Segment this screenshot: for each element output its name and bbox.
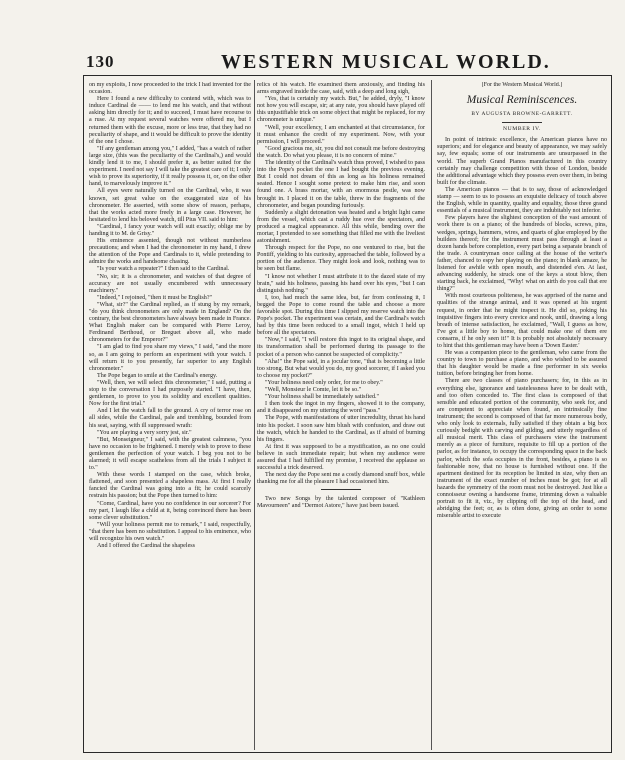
article-paragraph: "Cardinal, I fancy your watch will suit exactly; oblige me by handing it to M. de Grisy." (89, 223, 251, 237)
article-paragraph: "But, Monseigneur," I said, with the greatest calmness, "you have no occasion to be frightened. I merely wish to prove to these gentlemen the perfection of your watch. I beg you not to be alarmed; it will escape scatheless from all the trials I subject it to." (89, 436, 251, 472)
article-paragraph: The Pope, with manifestations of utter incredulity, thrust his hand into his pocket. I soon saw him blush with confusion, and draw out the watch, which he handed to the Cardinal, as if afraid of burning his fingers. (257, 415, 425, 443)
article-paragraph: There are two classes of piano purchasers; for, in this as in everything else, ignorance and tastelessness have to be dealt with, and too often conceded to. The first class is composed of that sensible and educated portion of the community, who seek for, and are competent to appreciate when found, an intrinsically fine instrument; the second is composed of that far more numerous body, who only look to externals, fully satisfied if they obtain a big box curiously bedight with carving and gilding, and utterly regardless of all musical merit. This class of purchasers view the instrument merely as a piece of furniture, requisite to fill up a portion of the parlor, as for instance, to occupy the corresponding space in the back parlor, which the sofa occupies in the front, besides, a piano is so fashionable now, that no house is furnished without one. If the apartment destined for its reception be limited in size, why then an instrument of the exact number of inches must be got; for at all hazards the symmetry of the room must not be destroyed. Just like a connoisseur owning a handsome frame, trimming down a valuable portrait to fit it, viz., by clipping off the top of the head, and abridging the feet; or, as is often done, giving an order to some miserable artist to execute (437, 378, 607, 520)
article-paragraph: "If any gentleman among you," I added, "has a watch of rather large size, (this was the peculiarity of the Cardinal's,) and would kindly lend it to me, I should prefer it, as better suited for the experiment. I need not say I will take the greatest care of it; I only wish to prove its superiority, if it really possess it, or, on the other hand, to marvelously improve it." (89, 145, 251, 188)
article-paragraph: "Now," I said, "I will restore this ingot to its original shape, and its transformation shall be performed during its passage to the pocket of a person who cannot be suspected of complicity." (257, 337, 425, 358)
feature-number: NUMBER IV. (503, 126, 541, 133)
article-paragraph: In point of intrinsic excellence, the American pianos have no superiors; and for elegance and beauty of appearance, we may safely say, few equals; some of our instruments are unsurpassed in the world. The superb Grand Pianos manufactured in this country certainly may challenge competition with those of London, beside the additional advantage which they possess even over them, in being built for the climate. (437, 137, 607, 186)
article-paragraph: The identity of the Cardinal's watch thus proved, I wished to pass into the Pope's pocket the one I had bought the previous evening. But I could not dream of this as long as his holiness remained seated. Hence I sought some pretext to make him rise, and soon found one. A brass mortar, with an enormous pestle, was now brought in. I placed it on the table, threw in the fragments of the chronometer, and began pounding furiously. (257, 160, 425, 209)
article-paragraph: "I know not whether I must attribute it to the dazed state of my brain," said his holiness, passing his hand over his eyes, "but I can distinguish nothing." (257, 273, 425, 294)
article-paragraph: The next day the Pope sent me a costly diamond snuff box, while thanking me for all the pleasure I had occasioned him. (257, 472, 425, 486)
column-2 (257, 82, 425, 748)
article-paragraph: "Well, then, we will select this chronometer," I said, putting a stop to the conversation I had purposely started. "I have, then, gentlemen, to prove to you its solidity and excellent qualities. Now for the first trial." (89, 379, 251, 408)
article-paragraph: The Pope began to smile at the Cardinal's energy. (97, 372, 218, 379)
article-paragraph: And I let the watch fall to the ground. A cry of terror rose on all sides, while the Cardinal, pale and trembling, bounded from his seat, saying, with ill suppressed wrath: (89, 408, 251, 429)
article-paragraph: on my exploits, I now proceeded to the trick I had invented for the occasion. (89, 82, 251, 96)
article-paragraph: "Your holiness need only order, for me to obey." (265, 379, 383, 386)
page-number: 130 (86, 52, 115, 71)
article-paragraph: relics of his watch. He examined them anxiously, and finding his arms engraved inside the case, said, with a deep and long sigh, (257, 82, 425, 96)
article-paragraph: "Come, Cardinal, have you no confidence in our sorcerer? For my part, I laugh like a child at it, being convinced there has been some clever substitution." (89, 500, 251, 521)
section-rule (321, 489, 361, 490)
column-divider (431, 80, 432, 750)
feature-author: BY AUGUSTA BROWNE-GARRETT. (471, 111, 573, 118)
article-paragraph: He was a companion piece to the gentleman, who came from the country to town to purchase a piano, and who wished to be assured that his daughter would be made a fine performer in six weeks tuition, before bringing her from home. (437, 350, 607, 378)
page-header (86, 50, 606, 72)
article-paragraph: "Will your holiness permit me to remark," I said, respectfully, "that there has been no substitution. I appeal to his eminence, who will recognize his own watch." (89, 521, 251, 542)
article-paragraph: "Well, your excellency, I am enchanted at that circumstance, for it must enhance the credit of my experiment. Now, with your permission, I will proceed." (257, 124, 425, 145)
article-paragraph: "Good gracious me, sir, you did not consult me before destroying the watch. Do what you please, it is no concern of mine." (257, 145, 425, 159)
article-paragraph: "You are playing a very sorry jest, sir." (97, 429, 192, 436)
article-paragraph: Few players have the slightest conception of the vast amount of work there is on a piano; of the hundreds of blocks, screws, pins, wedges, springs, hammers, wires, and quarts of glue employed by the builders thereof; for the instrument must pass through at least a dozen hands before completion, every part being a separate branch of the trade. A countryman once calling at the house of the writer's father, chanced to espy her playing on the piano; in blank amaze, he listened for awhile with open mouth, and distended e'en. At last, advancing suddenly, he struck one of the keys a stout blow, then starting back, he exclaimed, "Why! what on airth do you call that ere thing?" (437, 215, 607, 293)
running-title: WESTERN MUSICAL WORLD. (221, 51, 551, 73)
article-paragraph: With these words I stamped on the case, which broke, flattened, and soon presented a shapeless mass. At first I really fancied the Cardinal was going into a fit; he could scarcely restrain his passion; but the Pope then turned to him: (89, 472, 251, 500)
publication-notice: Two new Songs by the talented composer of "Kathleen Mavourneen" and "Dermot Astore," have just been issued. (257, 496, 425, 510)
article-paragraph: His eminence assented, though not without numberless precautions; and when I had the chronometer in my hand, I drew the attention of the Pope and Cardinals to it, while pretending to admire the works and handsome chasing. (89, 238, 251, 266)
article-paragraph: "Yes, that is certainly my watch. But," he added, dryly, "I know not how you will escape, sir; at any rate, you should have played off this unjustifiable trick on some object that might be replaced, for my chronometer is unique." (257, 96, 425, 124)
article-paragraph: All eyes were naturally turned on the Cardinal, who, it was known, set great value on the exaggerated size of his chronometer. He asserted, with some show of reason, perhaps, that the works acted more freely in a large case. However, he hesitated to lend his beloved watch, till Pius VII. said to him: (89, 188, 251, 223)
article-paragraph: "Your holiness shall be immediately satisfied." (265, 394, 380, 401)
article-paragraph: "What, sir?" the Cardinal replied, as if stung by my remark, "do you think chronometers are only made in England? On the contrary, the best chronometers have always been made in France. What English maker can be compared with Pierre Leroy, Ferdinand Berthoud, or Breguet above all, who made chronometers for the Emperor?" (89, 301, 251, 344)
article-paragraph: With most courteous politeness, he was apprised of the name and qualities of the strange animal, and it was opened at his urgent request, in order that he might inspect it. He did so, poking his inquisitive fingers into every crevice and nook, until, drawing a long breath of intense satisfaction, he exclaimed, "Wall, I guess as how, I've got a little boy to home, that could make one of them ere consarns, if he only seen it!" It is probably not absolutely necessary to hint that this gentleman may have been a 'Down Easter.' (437, 293, 607, 349)
feature-title: Musical Reminiscences. (466, 94, 578, 107)
article-paragraph: At first it was supposed to be a mystification, as no one could believe in such immediate repair; but when my audience were assured that I had fulfilled my promise, I received the applause so successful a trick deserved. (257, 443, 425, 472)
section-rule (502, 122, 542, 123)
article-paragraph: "Is your watch a repeater?" I then said to the Cardinal. (97, 266, 230, 273)
article-paragraph: "Indeed," I rejoined, "then it must be English?" (97, 294, 213, 301)
article-paragraph: "Well, Monsieur le Comte, let it be so." (265, 387, 362, 394)
article-paragraph: Suddenly a slight detonation was heated and a bright light came from the vessel, which cast a ruddy hue over the spectators, and produced a magical appearance. All this while, bending over the mortar, I pretended to see something that filled me with the liveliest astonishment. (257, 209, 425, 245)
article-paragraph: Here I found a new difficulty to contend with, which was to induce Cardinal de —— to lend me his watch, and that without asking him directly for it; and to succeed, I must have recourse to a ruse. At my request several watches were offered me, but I returned them with the excuse, more or less true, that they had no peculiarity of shape, and it would be difficult to prove the identity of the one I chose. (89, 96, 251, 145)
article-paragraph: Through respect for the Pope, no one ventured to rise, but the Pontiff, yielding to his curiosity, approached the table, followed by a portion of the audience. They might look and look, nothing was to be seen but flame. (257, 245, 425, 273)
column-3 (437, 82, 607, 748)
feature-source: [For the Western Musical World.] (481, 82, 563, 88)
article-paragraph: "I am glad to find you share my views," I said, "and the more so, as I am going to perform an experiment with your watch. I will return it to you presently, far superior to any English chronometer." (89, 344, 251, 372)
article-paragraph: The American pianos — that is to say, those of acknowledged stamp — seem to us to possess an exquisite delicacy of touch above the English, while in quantity, quality and equality, those three grand essentials of a musical instrument, they are indubitably not inferior. (437, 186, 607, 215)
article-paragraph: "Aha!" the Pope said, in a jocular tone, "that is becoming a little too strong. But what would you do, my good sorcerer, if I asked you to choose my pocket?" (257, 358, 425, 379)
article-paragraph: And I offered the Cardinal the shapeless (97, 543, 196, 550)
article-paragraph: "No, sir; it is a chronometer, and watches of that degree of accuracy are not usually encumbered with unnecessary machinery." (89, 273, 251, 294)
column-divider (254, 80, 255, 750)
article-paragraph: I, too, had much the same idea, but, far from confessing it, I begged the Pope to come round the table and choose a more favorable spot. During this time I slipped my reserve watch into the Pope's pocket. The experiment was certain, and the Cardinal's watch had by this time been reduced to a small ingot, which I held up before all the spectators. (257, 294, 425, 337)
column-1 (89, 82, 251, 748)
article-paragraph: I then took the ingot in my fingers, showed it to the company, and it disappeared on my uttering the word "pass." (257, 401, 425, 415)
